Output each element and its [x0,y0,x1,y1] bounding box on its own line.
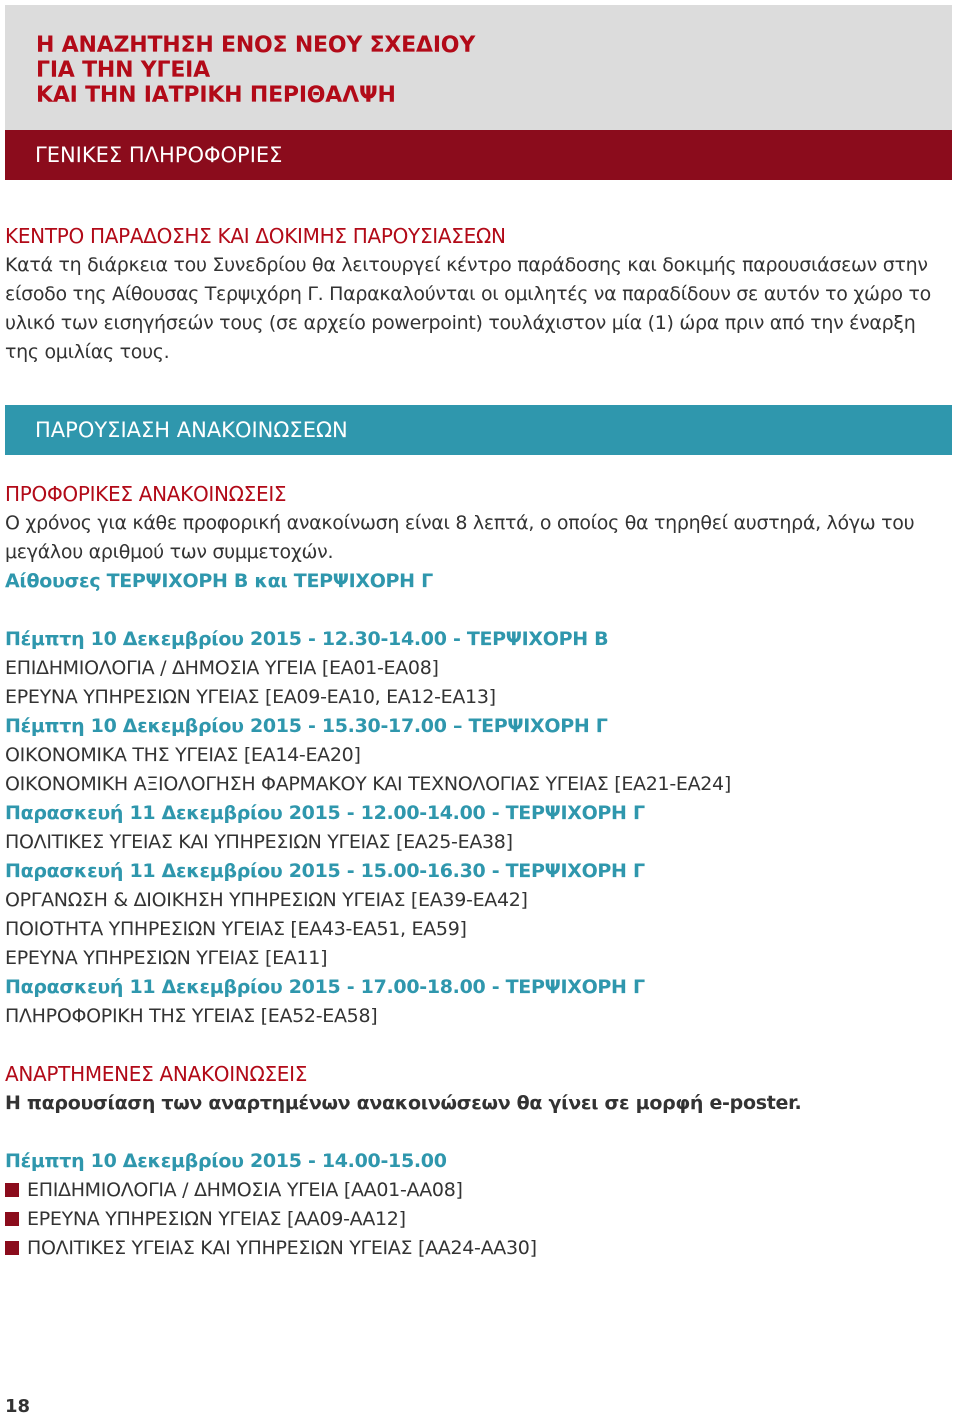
poster-schedule [5,1147,955,1263]
poster-item [5,1234,955,1263]
center-text-line: υλικό των εισηγήσεών τους (σε αρχείο powerpoint) τουλάχιστον μία (1) ώρα πριν από την έναρξη [5,312,916,334]
poster-item [5,1205,955,1234]
session-topic: ΕΡΕΥΝΑ ΥΠΗΡΕΣΙΩΝ ΥΓΕΙΑΣ [ΕΑ09-ΕΑ10, ΕΑ12-ΕΑ13] [5,686,496,708]
session-topic: ΠΛΗΡΟΦΟΡΙΚΗ ΤΗΣ ΥΓΕΙΑΣ [ΕΑ52-ΕΑ58] [5,1005,378,1027]
oral-section [5,480,955,596]
poster-item [5,1176,955,1205]
page-number: 18 [5,1396,31,1417]
general-info-band: ΓΕΝΙΚΕΣ ΠΛΗΡΟΦΟΡΙΕΣ [5,130,952,180]
center-text-line: Κατά τη διάρκεια του Συνεδρίου θα λειτουργεί κέντρο παράδοσης και δοκιμής παρουσιάσεων στην [5,254,928,276]
square-bullet-icon [5,1183,19,1197]
poster-item-label: ΠΟΛΙΤΙΚΕΣ ΥΓΕΙΑΣ ΚΑΙ ΥΠΗΡΕΣΙΩΝ ΥΓΕΙΑΣ [ΑΑ24-ΑΑ30] [27,1237,537,1259]
oral-text-line: Ο χρόνος για κάθε προφορική ανακοίνωση είναι 8 λεπτά, ο οποίος θα τηρηθεί αυστηρά, λόγω του [5,512,915,534]
session-topic: ΕΡΕΥΝΑ ΥΠΗΡΕΣΙΩΝ ΥΓΕΙΑΣ [ΕΑ11] [5,947,328,969]
session-time: Παρασκευή 11 Δεκεμβρίου 2015 - 12.00-14.00 - ΤΕΡΨΙΧΟΡΗ Γ [5,802,645,824]
presentations-band: ΠΑΡΟΥΣΙΑΣΗ ΑΝΑΚΟΙΝΩΣΕΩΝ [5,405,952,455]
page-title [36,33,475,108]
poster-item-label: ΕΠΙΔΗΜΙΟΛΟΓΙΑ / ΔΗΜΟΣΙΑ ΥΓΕΙΑ [ΑΑ01-ΑΑ08] [27,1179,463,1201]
session-topic: ΟΙΚΟΝΟΜΙΚΑ ΤΗΣ ΥΓΕΙΑΣ [ΕΑ14-ΕΑ20] [5,744,361,766]
poster-section [5,1060,955,1118]
session-time: Πέμπτη 10 Δεκεμβρίου 2015 - 15.30-17.00 – ΤΕΡΨΙΧΟΡΗ Γ [5,715,608,737]
center-heading: ΚΕΝΤΡΟ ΠΑΡΑΔΟΣΗΣ ΚΑΙ ΔΟΚΙΜΗΣ ΠΑΡΟΥΣΙΑΣΕΩΝ [5,224,506,248]
session-time: Παρασκευή 11 Δεκεμβρίου 2015 - 17.00-18.00 - ΤΕΡΨΙΧΟΡΗ Γ [5,976,645,998]
oral-schedule [5,625,955,1031]
oral-text-line: μεγάλου αριθμού των συμμετοχών. [5,541,334,563]
center-section [5,222,955,367]
session-topic: ΟΙΚΟΝΟΜΙΚΗ ΑΞΙΟΛΟΓΗΣΗ ΦΑΡΜΑΚΟΥ ΚΑΙ ΤΕΧΝΟΛΟΓΙΑΣ ΥΓΕΙΑΣ [ΕΑ21-ΕΑ24] [5,773,731,795]
square-bullet-icon [5,1241,19,1255]
title-line: ΚΑΙ ΤΗΝ ΙΑΤΡΙΚΗ ΠΕΡΙΘΑΛΨΗ [36,83,396,108]
rooms-label: Αίθουσες ΤΕΡΨΙΧΟΡΗ Β και ΤΕΡΨΙΧΟΡΗ Γ [5,570,433,592]
session-topic: ΕΠΙΔΗΜΙΟΛΟΓΙΑ / ΔΗΜΟΣΙΑ ΥΓΕΙΑ [ΕΑ01-ΕΑ08] [5,657,439,679]
session-time: Παρασκευή 11 Δεκεμβρίου 2015 - 15.00-16.30 - ΤΕΡΨΙΧΟΡΗ Γ [5,860,645,882]
square-bullet-icon [5,1212,19,1226]
poster-heading: ΑΝΑΡΤΗΜΕΝΕΣ ΑΝΑΚΟΙΝΩΣΕΙΣ [5,1062,308,1086]
session-topic: ΠΟΙΟΤΗΤΑ ΥΠΗΡΕΣΙΩΝ ΥΓΕΙΑΣ [ΕΑ43-ΕΑ51, ΕΑ59] [5,918,467,940]
session-time: Πέμπτη 10 Δεκεμβρίου 2015 - 12.30-14.00 - ΤΕΡΨΙΧΟΡΗ Β [5,628,609,650]
oral-heading: ΠΡΟΦΟΡΙΚΕΣ ΑΝΑΚΟΙΝΩΣΕΙΣ [5,482,287,506]
poster-item-label: ΕΡΕΥΝΑ ΥΠΗΡΕΣΙΩΝ ΥΓΕΙΑΣ [ΑΑ09-ΑΑ12] [27,1208,406,1230]
title-line: ΓΙΑ ΤΗΝ ΥΓΕΙΑ [36,58,210,83]
poster-note: Η παρουσίαση των αναρτημένων ανακοινώσεων θα γίνει σε μορφή e-poster. [5,1092,802,1114]
title-line: Η ΑΝΑΖΗΤΗΣΗ ΕΝΟΣ ΝΕΟΥ ΣΧΕΔΙΟΥ [36,33,476,58]
session-topic: ΟΡΓΑΝΩΣΗ & ΔΙΟΙΚΗΣΗ ΥΠΗΡΕΣΙΩΝ ΥΓΕΙΑΣ [ΕΑ39-ΕΑ42] [5,889,528,911]
center-text-line: της ομιλίας τους. [5,341,170,363]
session-topic: ΠΟΛΙΤΙΚΕΣ ΥΓΕΙΑΣ ΚΑΙ ΥΠΗΡΕΣΙΩΝ ΥΓΕΙΑΣ [ΕΑ25-ΕΑ38] [5,831,513,853]
poster-time: Πέμπτη 10 Δεκεμβρίου 2015 - 14.00-15.00 [5,1150,447,1172]
center-text-line: είσοδο της Αίθουσας Τερψιχόρη Γ. Παρακαλούνται οι ομιλητές να παραδίδουν σε αυτόν το χώρο το [5,283,931,305]
